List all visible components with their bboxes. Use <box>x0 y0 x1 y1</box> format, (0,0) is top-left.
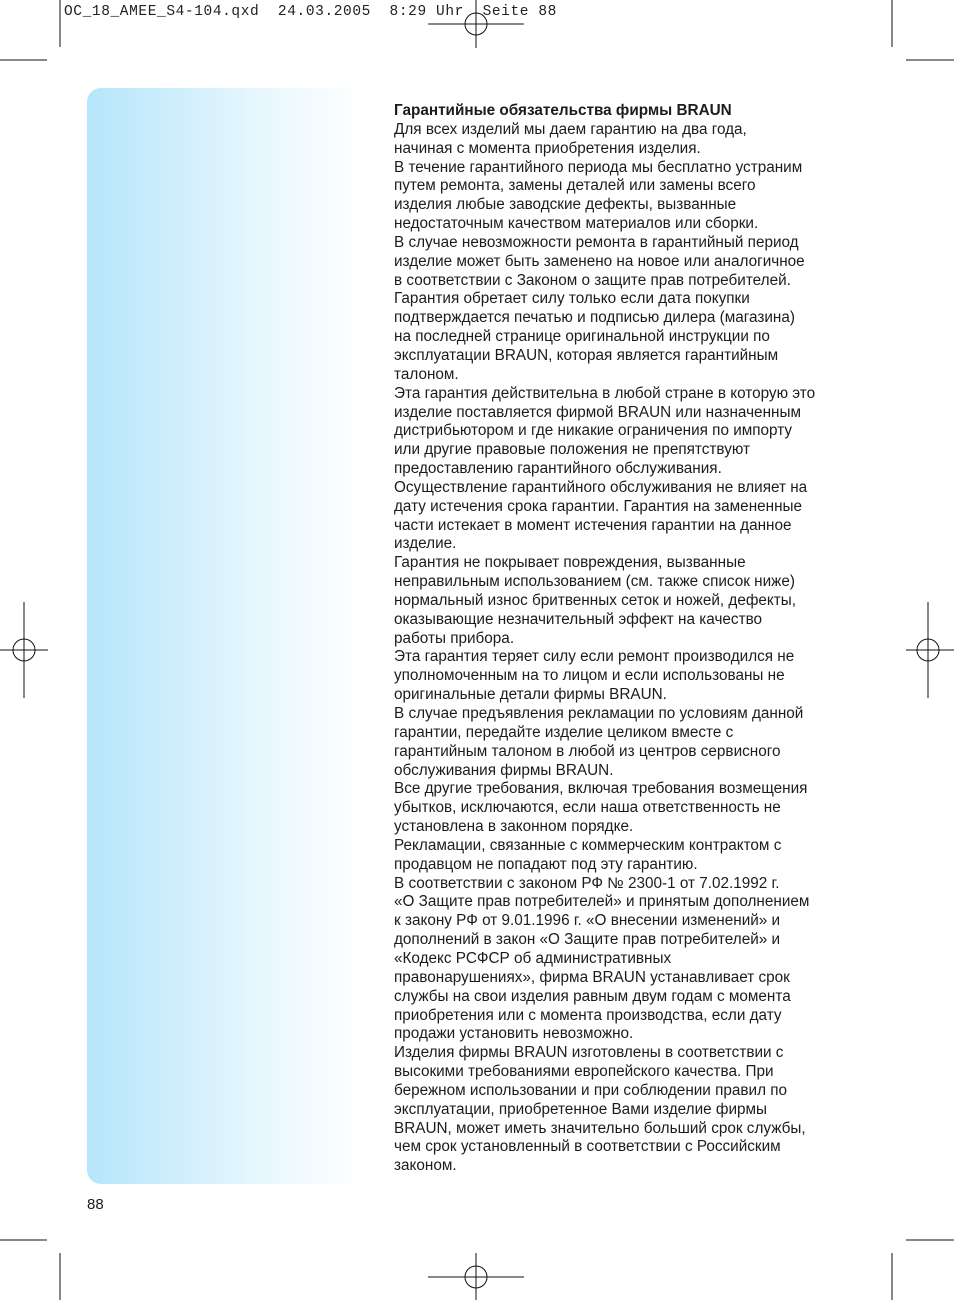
body-line: Рекламации, связанные с коммерческим контрактом с <box>394 836 782 854</box>
body-line: Эта гарантия действительна в любой стране в которую это <box>394 384 816 402</box>
body-line: к закону РФ от 9.01.1996 г. «О внесении изменений» и <box>394 912 781 930</box>
page-number: 88 <box>87 1196 104 1213</box>
body-line: оказывающие незначительный эффект на качество <box>394 610 763 628</box>
body-line: правонарушениях», фирма BRAUN устанавливает срок <box>394 968 790 986</box>
body-line: Гарантия обретает силу только если дата покупки <box>394 290 750 308</box>
body-line: или другие правовые положения не препятствуют <box>394 441 750 459</box>
body-line: оригинальные детали фирмы BRAUN. <box>394 686 667 704</box>
body-line: изделие поставляется фирмой BRAUN или назначенным <box>394 403 801 421</box>
body-line: эксплуатации BRAUN, которая является гарантийным <box>394 346 779 364</box>
registration-mark-icon <box>0 602 48 698</box>
body-line: Все другие требования, включая требования возмещения <box>394 780 808 798</box>
body-line: Изделия фирмы BRAUN изготовлены в соответствии с <box>394 1044 784 1062</box>
body-line: уполномоченным на то лицом и если использованы не <box>394 667 785 685</box>
body-line: дату истечения срока гарантии. Гарантия на замененные <box>394 497 803 515</box>
body-line: работы прибора. <box>394 629 515 647</box>
body-line: гарантии, передайте изделие целиком вместе с <box>394 723 734 741</box>
registration-mark-icon <box>428 0 524 48</box>
body-line: В течение гарантийного периода мы бесплатно устраним <box>394 158 803 176</box>
body-line: дистрибьютором и где никакие ограничения по импорту <box>394 422 793 440</box>
body-line: продавцом не попадают под эту гарантию. <box>394 855 698 873</box>
body-line: дополнений в закон «О Защите прав потребителей» и <box>394 931 781 949</box>
body-line: начиная с момента приобретения изделия. <box>394 139 701 157</box>
body-line: предоставлению гарантийного обслуживания. <box>394 460 722 478</box>
body-line: «Кодекс РСФСР об административных <box>394 949 672 967</box>
body-line: обслуживания фирмы BRAUN. <box>394 761 614 779</box>
print-slug-line: OC_18_AMEE_S4-104.qxd 24.03.2005 8:29 Uhr Seite 88 <box>64 4 557 20</box>
body-line: Эта гарантия теряет силу если ремонт производился не <box>394 648 795 666</box>
registration-mark-icon <box>906 602 954 698</box>
body-line: Для всех изделий мы даем гарантию на два года, <box>394 120 747 138</box>
body-line: части истекает в момент истечения гарантии на данное <box>394 516 792 534</box>
body-line: В случае невозможности ремонта в гарантийный период <box>394 233 799 251</box>
body-line: неправильным использованием (см. также список ниже) <box>394 573 796 591</box>
body-line: чем срок установленный в соответствии с Российским <box>394 1138 781 1156</box>
body-line: подтверждается печатью и подписью дилера (магазина) <box>394 309 795 327</box>
body-line: BRAUN, может иметь значительно больший срок службы, <box>394 1119 806 1137</box>
body-line: службы на свои изделия равным двум годам с момента <box>394 987 791 1005</box>
body-line: на последней странице оригинальной инструкции по <box>394 328 770 346</box>
body-line: продажи установить невозможно. <box>394 1025 634 1043</box>
body-line: «О Защите прав потребителей» и принятым дополнением <box>394 893 810 911</box>
body-line: изделие может быть заменено на новое или аналогичное <box>394 252 805 270</box>
body-line: гарантийным талоном в любой из центров сервисного <box>394 742 781 760</box>
body-line: бережном использовании и при соблюдении правил по <box>394 1081 788 1099</box>
body-line: в соответствии с Законом о защите прав потребителей. <box>394 271 791 289</box>
body-line: Гарантия не покрывает повреждения, вызванные <box>394 554 746 572</box>
body-line: изделия любые заводские дефекты, вызванные <box>394 196 737 214</box>
warranty-body <box>394 121 884 1176</box>
warranty-title: Гарантийные обязательства фирмы BRAUN <box>394 102 732 119</box>
body-line: высокими требованиями европейского качества. При <box>394 1063 774 1081</box>
body-line: убытков, исключаются, если наша ответственность не <box>394 799 781 817</box>
body-line: В соответствии с законом РФ № 2300-1 от 7.02.1992 г. <box>394 874 780 892</box>
body-line: нормальный износ бритвенных сеток и ножей, дефекты, <box>394 591 797 609</box>
body-line: В случае предъявления рекламации по условиям данной <box>394 705 804 722</box>
body-line: недостаточным качеством материалов или сборки. <box>394 215 759 233</box>
body-line: эксплуатации, приобретенное Вами изделие фирмы <box>394 1100 768 1118</box>
registration-mark-icon <box>428 1253 524 1300</box>
body-line: Осуществление гарантийного обслуживания не влияет на <box>394 478 808 496</box>
warranty-text-block <box>394 102 884 1176</box>
gradient-side-panel <box>87 88 366 1184</box>
body-line: талоном. <box>394 365 459 383</box>
body-line: приобретения или с момента производства, если дату <box>394 1006 782 1024</box>
body-line: путем ремонта, замены деталей или замены всего <box>394 177 756 195</box>
body-line: законом. <box>394 1157 457 1175</box>
body-line: установлена в законном порядке. <box>394 818 634 836</box>
body-line: изделие. <box>394 535 457 553</box>
